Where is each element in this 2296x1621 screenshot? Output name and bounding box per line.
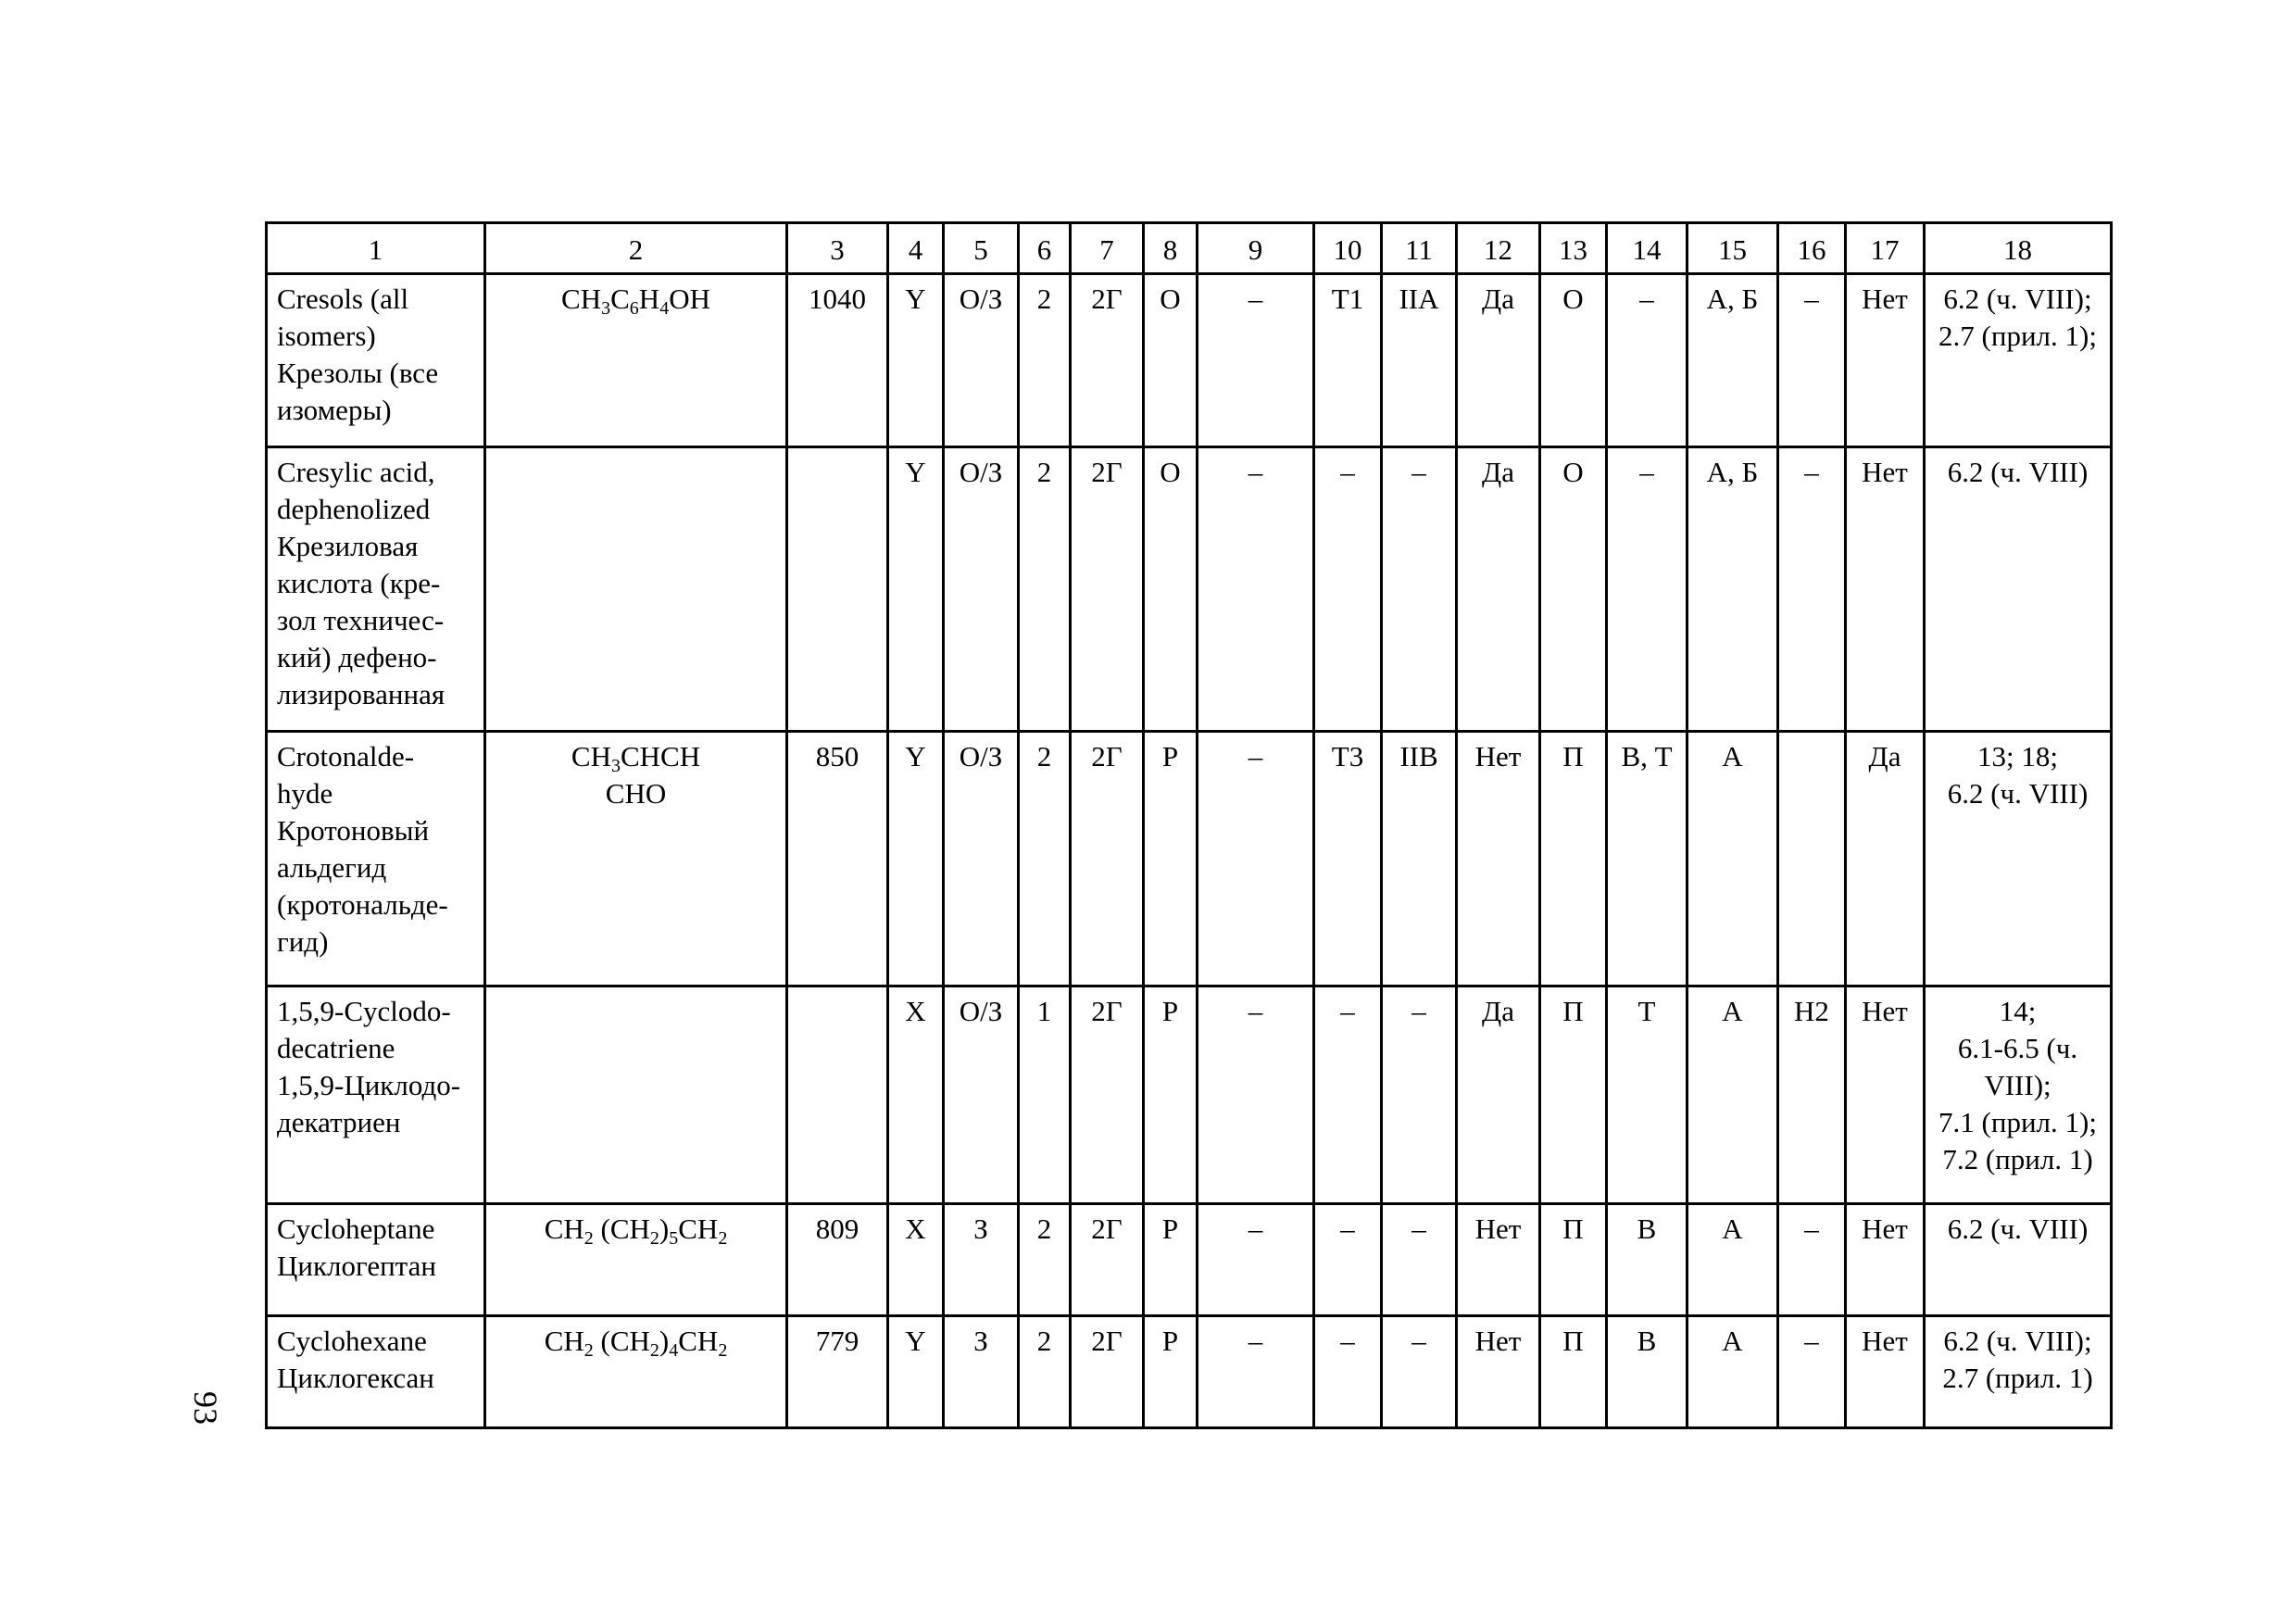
cell-col-12: Да [1457, 447, 1540, 732]
cargo-table [265, 221, 2113, 1429]
column-header: 2 [485, 223, 787, 274]
cell-col-4: Y [888, 732, 944, 986]
product-name-line: dephenolized [277, 493, 431, 525]
product-name-line: гид) [277, 925, 329, 958]
cell-col-10: – [1314, 447, 1382, 732]
column-header: 16 [1778, 223, 1846, 274]
cell-col-12: Нет [1457, 732, 1540, 986]
product-name-line: Cycloheptane [277, 1213, 435, 1245]
reference-line: 7.1 (прил. 1); [1938, 1106, 2097, 1138]
product-name-line: Кротоновый [277, 814, 430, 847]
column-header: 4 [888, 223, 944, 274]
cell-col-15: А, Б [1687, 447, 1778, 732]
formula-cell [485, 447, 787, 732]
cell-col-18 [1925, 1316, 2112, 1428]
table-row [267, 1204, 2112, 1316]
cell-col-9: – [1198, 274, 1314, 447]
formula-subscript: 2 [583, 1228, 594, 1249]
reference-line: 7.2 (прил. 1) [1942, 1143, 2093, 1175]
product-name-line: 1,5,9-Cyclodo- [277, 995, 451, 1027]
reference-line: 6.2 (ч. VIII); [1943, 283, 2092, 315]
formula-line: CHO [605, 777, 667, 810]
product-name-line: кий) дефено- [277, 641, 437, 673]
product-name-cell [267, 1316, 485, 1428]
column-header: 6 [1019, 223, 1071, 274]
cell-col-14: В [1607, 1204, 1687, 1316]
cell-col-16: – [1778, 274, 1846, 447]
cell-col-4: X [888, 986, 944, 1204]
reference-line: 6.2 (ч. VIII) [1947, 1213, 2089, 1245]
column-header: 11 [1382, 223, 1457, 274]
cell-col-7: 2Г [1071, 986, 1144, 1204]
cell-col-7: 2Г [1071, 1204, 1144, 1316]
cell-col-7: 2Г [1071, 1316, 1144, 1428]
cell-col-6: 2 [1019, 1204, 1071, 1316]
cell-col-9: – [1198, 447, 1314, 732]
cell-col-8: Р [1144, 1204, 1198, 1316]
cell-col-17: Да [1846, 732, 1925, 986]
table-row [267, 986, 2112, 1204]
cell-col-17: Нет [1846, 274, 1925, 447]
cell-col-6: 1 [1019, 986, 1071, 1204]
cell-col-11: – [1382, 1316, 1457, 1428]
formula-line [494, 738, 778, 775]
column-header: 13 [1540, 223, 1607, 274]
product-name-line: isomers) [277, 320, 376, 352]
formula-subscript: 3 [601, 298, 611, 319]
formula-part: (CH [593, 1213, 650, 1245]
table-row [267, 732, 2112, 986]
product-name-line: Crotonalde- [277, 740, 415, 773]
formula-subscript: 5 [669, 1228, 679, 1249]
cell-col-9: – [1198, 986, 1314, 1204]
cell-col-15: А, Б [1687, 274, 1778, 447]
cell-col-3: 809 [787, 1204, 888, 1316]
cell-col-3: 1040 [787, 274, 888, 447]
formula-cell [485, 1204, 787, 1316]
product-name-line: Крезолы (все [277, 357, 439, 389]
cell-col-5: О/З [944, 732, 1019, 986]
cell-col-17: Нет [1846, 1316, 1925, 1428]
cell-col-11: IIA [1382, 274, 1457, 447]
cell-col-8: Р [1144, 1316, 1198, 1428]
cell-col-13: О [1540, 447, 1607, 732]
formula-subscript: 2 [649, 1340, 659, 1361]
cell-col-4: Y [888, 1316, 944, 1428]
formula-subscript: 2 [649, 1228, 659, 1249]
product-name-line: альдегид [277, 851, 387, 884]
formula-part: CH [544, 1325, 584, 1357]
reference-line: 6.2 (ч. VIII) [1947, 777, 2089, 810]
formula-cell [485, 986, 787, 1204]
cell-col-16: Н2 [1778, 986, 1846, 1204]
product-name-line: кислота (кре- [277, 567, 441, 599]
cell-col-18 [1925, 1204, 2112, 1316]
cell-col-12: Нет [1457, 1204, 1540, 1316]
cell-col-16: – [1778, 1204, 1846, 1316]
product-name-line: Циклогептан [277, 1250, 436, 1282]
cell-col-14: В, Т [1607, 732, 1687, 986]
formula-subscript: 6 [629, 298, 639, 319]
product-name-line: hyde [277, 777, 333, 810]
column-header: 18 [1925, 223, 2112, 274]
cell-col-11: – [1382, 1204, 1457, 1316]
product-name-cell [267, 732, 485, 986]
cell-col-9: – [1198, 732, 1314, 986]
product-name-cell [267, 986, 485, 1204]
product-name-cell [267, 274, 485, 447]
product-name-line: Cyclohexane [277, 1325, 427, 1357]
formula-part: CH [544, 1213, 584, 1245]
cell-col-18 [1925, 447, 2112, 732]
reference-line: 2.7 (прил. 1) [1942, 1362, 2093, 1394]
product-name-line: 1,5,9-Циклодо- [277, 1069, 461, 1101]
formula-part: CH [678, 1325, 719, 1357]
cell-col-3: 850 [787, 732, 888, 986]
column-header: 7 [1071, 223, 1144, 274]
column-header: 10 [1314, 223, 1382, 274]
cell-col-13: П [1540, 732, 1607, 986]
cell-col-6: 2 [1019, 1316, 1071, 1428]
column-header: 17 [1846, 223, 1925, 274]
header-row [267, 223, 2112, 274]
cell-col-14: В [1607, 1316, 1687, 1428]
formula-cell [485, 1316, 787, 1428]
formula-part: ) [659, 1325, 670, 1357]
cell-col-4: X [888, 1204, 944, 1316]
cell-col-4: Y [888, 274, 944, 447]
cell-col-11: – [1382, 986, 1457, 1204]
column-header: 3 [787, 223, 888, 274]
formula-part: OH [669, 283, 710, 315]
column-header: 5 [944, 223, 1019, 274]
reference-line: 6.2 (ч. VIII) [1947, 456, 2089, 488]
product-name-line: Крезиловая [277, 530, 419, 562]
cell-col-14: – [1607, 447, 1687, 732]
cell-col-3 [787, 447, 888, 732]
cell-col-3 [787, 986, 888, 1204]
cell-col-13: О [1540, 274, 1607, 447]
cell-col-5: З [944, 1204, 1019, 1316]
cell-col-17: Нет [1846, 447, 1925, 732]
cell-col-7: 2Г [1071, 732, 1144, 986]
reference-line: 14; [1999, 995, 2037, 1027]
cell-col-15: А [1687, 1316, 1778, 1428]
formula-part: CH [561, 283, 602, 315]
reference-line: 6.1-6.5 (ч. [1957, 1032, 2078, 1064]
product-name-line: декатриен [277, 1106, 401, 1138]
product-name-line: Cresols (all [277, 283, 409, 315]
product-name-line: decatriene [277, 1032, 395, 1064]
reference-line: 13; 18; [1977, 740, 2058, 773]
product-name-line: зол техничес- [277, 604, 445, 636]
cell-col-15: А [1687, 732, 1778, 986]
column-header: 9 [1198, 223, 1314, 274]
table-row [267, 274, 2112, 447]
column-header: 14 [1607, 223, 1687, 274]
cell-col-7: 2Г [1071, 274, 1144, 447]
cell-col-5: О/З [944, 274, 1019, 447]
cell-col-4: Y [888, 447, 944, 732]
cell-col-18 [1925, 732, 2112, 986]
cell-col-5: О/З [944, 986, 1019, 1204]
cell-col-16 [1778, 732, 1846, 986]
cell-col-14: – [1607, 274, 1687, 447]
formula-part: (CH [593, 1325, 650, 1357]
product-name-line: лизированная [277, 678, 445, 710]
cell-col-11: IIB [1382, 732, 1457, 986]
formula-subscript: 2 [718, 1228, 728, 1249]
cell-col-6: 2 [1019, 732, 1071, 986]
reference-line: 2.7 (прил. 1); [1938, 320, 2097, 352]
cell-col-12: Да [1457, 274, 1540, 447]
cell-col-10: T1 [1314, 274, 1382, 447]
cell-col-8: О [1144, 274, 1198, 447]
column-header: 1 [267, 223, 485, 274]
cell-col-5: З [944, 1316, 1019, 1428]
product-name-cell [267, 1204, 485, 1316]
cell-col-7: 2Г [1071, 447, 1144, 732]
formula-subscript: 4 [659, 298, 670, 319]
cell-col-6: 2 [1019, 274, 1071, 447]
cell-col-10: – [1314, 1204, 1382, 1316]
cell-col-16: – [1778, 447, 1846, 732]
cell-col-6: 2 [1019, 447, 1071, 732]
formula-subscript: 3 [610, 756, 621, 776]
formula-subscript: 4 [669, 1340, 679, 1361]
reference-line: 6.2 (ч. VIII); [1943, 1325, 2092, 1357]
cell-col-5: О/З [944, 447, 1019, 732]
cell-col-12: Нет [1457, 1316, 1540, 1428]
formula-cell [485, 732, 787, 986]
cell-col-12: Да [1457, 986, 1540, 1204]
cell-col-9: – [1198, 1204, 1314, 1316]
cell-col-10: – [1314, 986, 1382, 1204]
cell-col-10: T3 [1314, 732, 1382, 986]
cell-col-13: П [1540, 986, 1607, 1204]
cell-col-9: – [1198, 1316, 1314, 1428]
cell-col-14: Т [1607, 986, 1687, 1204]
product-name-line: Циклогексан [277, 1362, 434, 1394]
column-header: 15 [1687, 223, 1778, 274]
formula-part: CHCH [620, 740, 701, 773]
cell-col-13: П [1540, 1204, 1607, 1316]
cell-col-15: А [1687, 1204, 1778, 1316]
cell-col-16: – [1778, 1316, 1846, 1428]
cell-col-15: А [1687, 986, 1778, 1204]
column-header: 8 [1144, 223, 1198, 274]
cell-col-8: Р [1144, 732, 1198, 986]
cell-col-8: О [1144, 447, 1198, 732]
formula-part: H [638, 283, 660, 315]
formula-part: CH [571, 740, 611, 773]
cell-col-10: – [1314, 1316, 1382, 1428]
formula-part: C [610, 283, 630, 315]
reference-line: VIII); [1984, 1069, 2051, 1101]
formula-cell [485, 274, 787, 447]
table-row [267, 1316, 2112, 1428]
product-name-line: изомеры) [277, 394, 392, 426]
table-row [267, 447, 2112, 732]
product-name-line: (кротональде- [277, 888, 448, 921]
cell-col-17: Нет [1846, 986, 1925, 1204]
product-name-line: Cresylic acid, [277, 456, 435, 488]
cell-col-18 [1925, 986, 2112, 1204]
cell-col-11: – [1382, 447, 1457, 732]
cell-col-8: Р [1144, 986, 1198, 1204]
product-name-cell [267, 447, 485, 732]
cell-col-3: 779 [787, 1316, 888, 1428]
formula-subscript: 2 [583, 1340, 594, 1361]
cell-col-18 [1925, 274, 2112, 447]
formula-part: ) [659, 1213, 670, 1245]
cell-col-17: Нет [1846, 1204, 1925, 1316]
formula-part: CH [678, 1213, 719, 1245]
formula-subscript: 2 [718, 1340, 728, 1361]
column-header: 12 [1457, 223, 1540, 274]
page-number: 93 [187, 1391, 224, 1425]
cell-col-13: П [1540, 1316, 1607, 1428]
